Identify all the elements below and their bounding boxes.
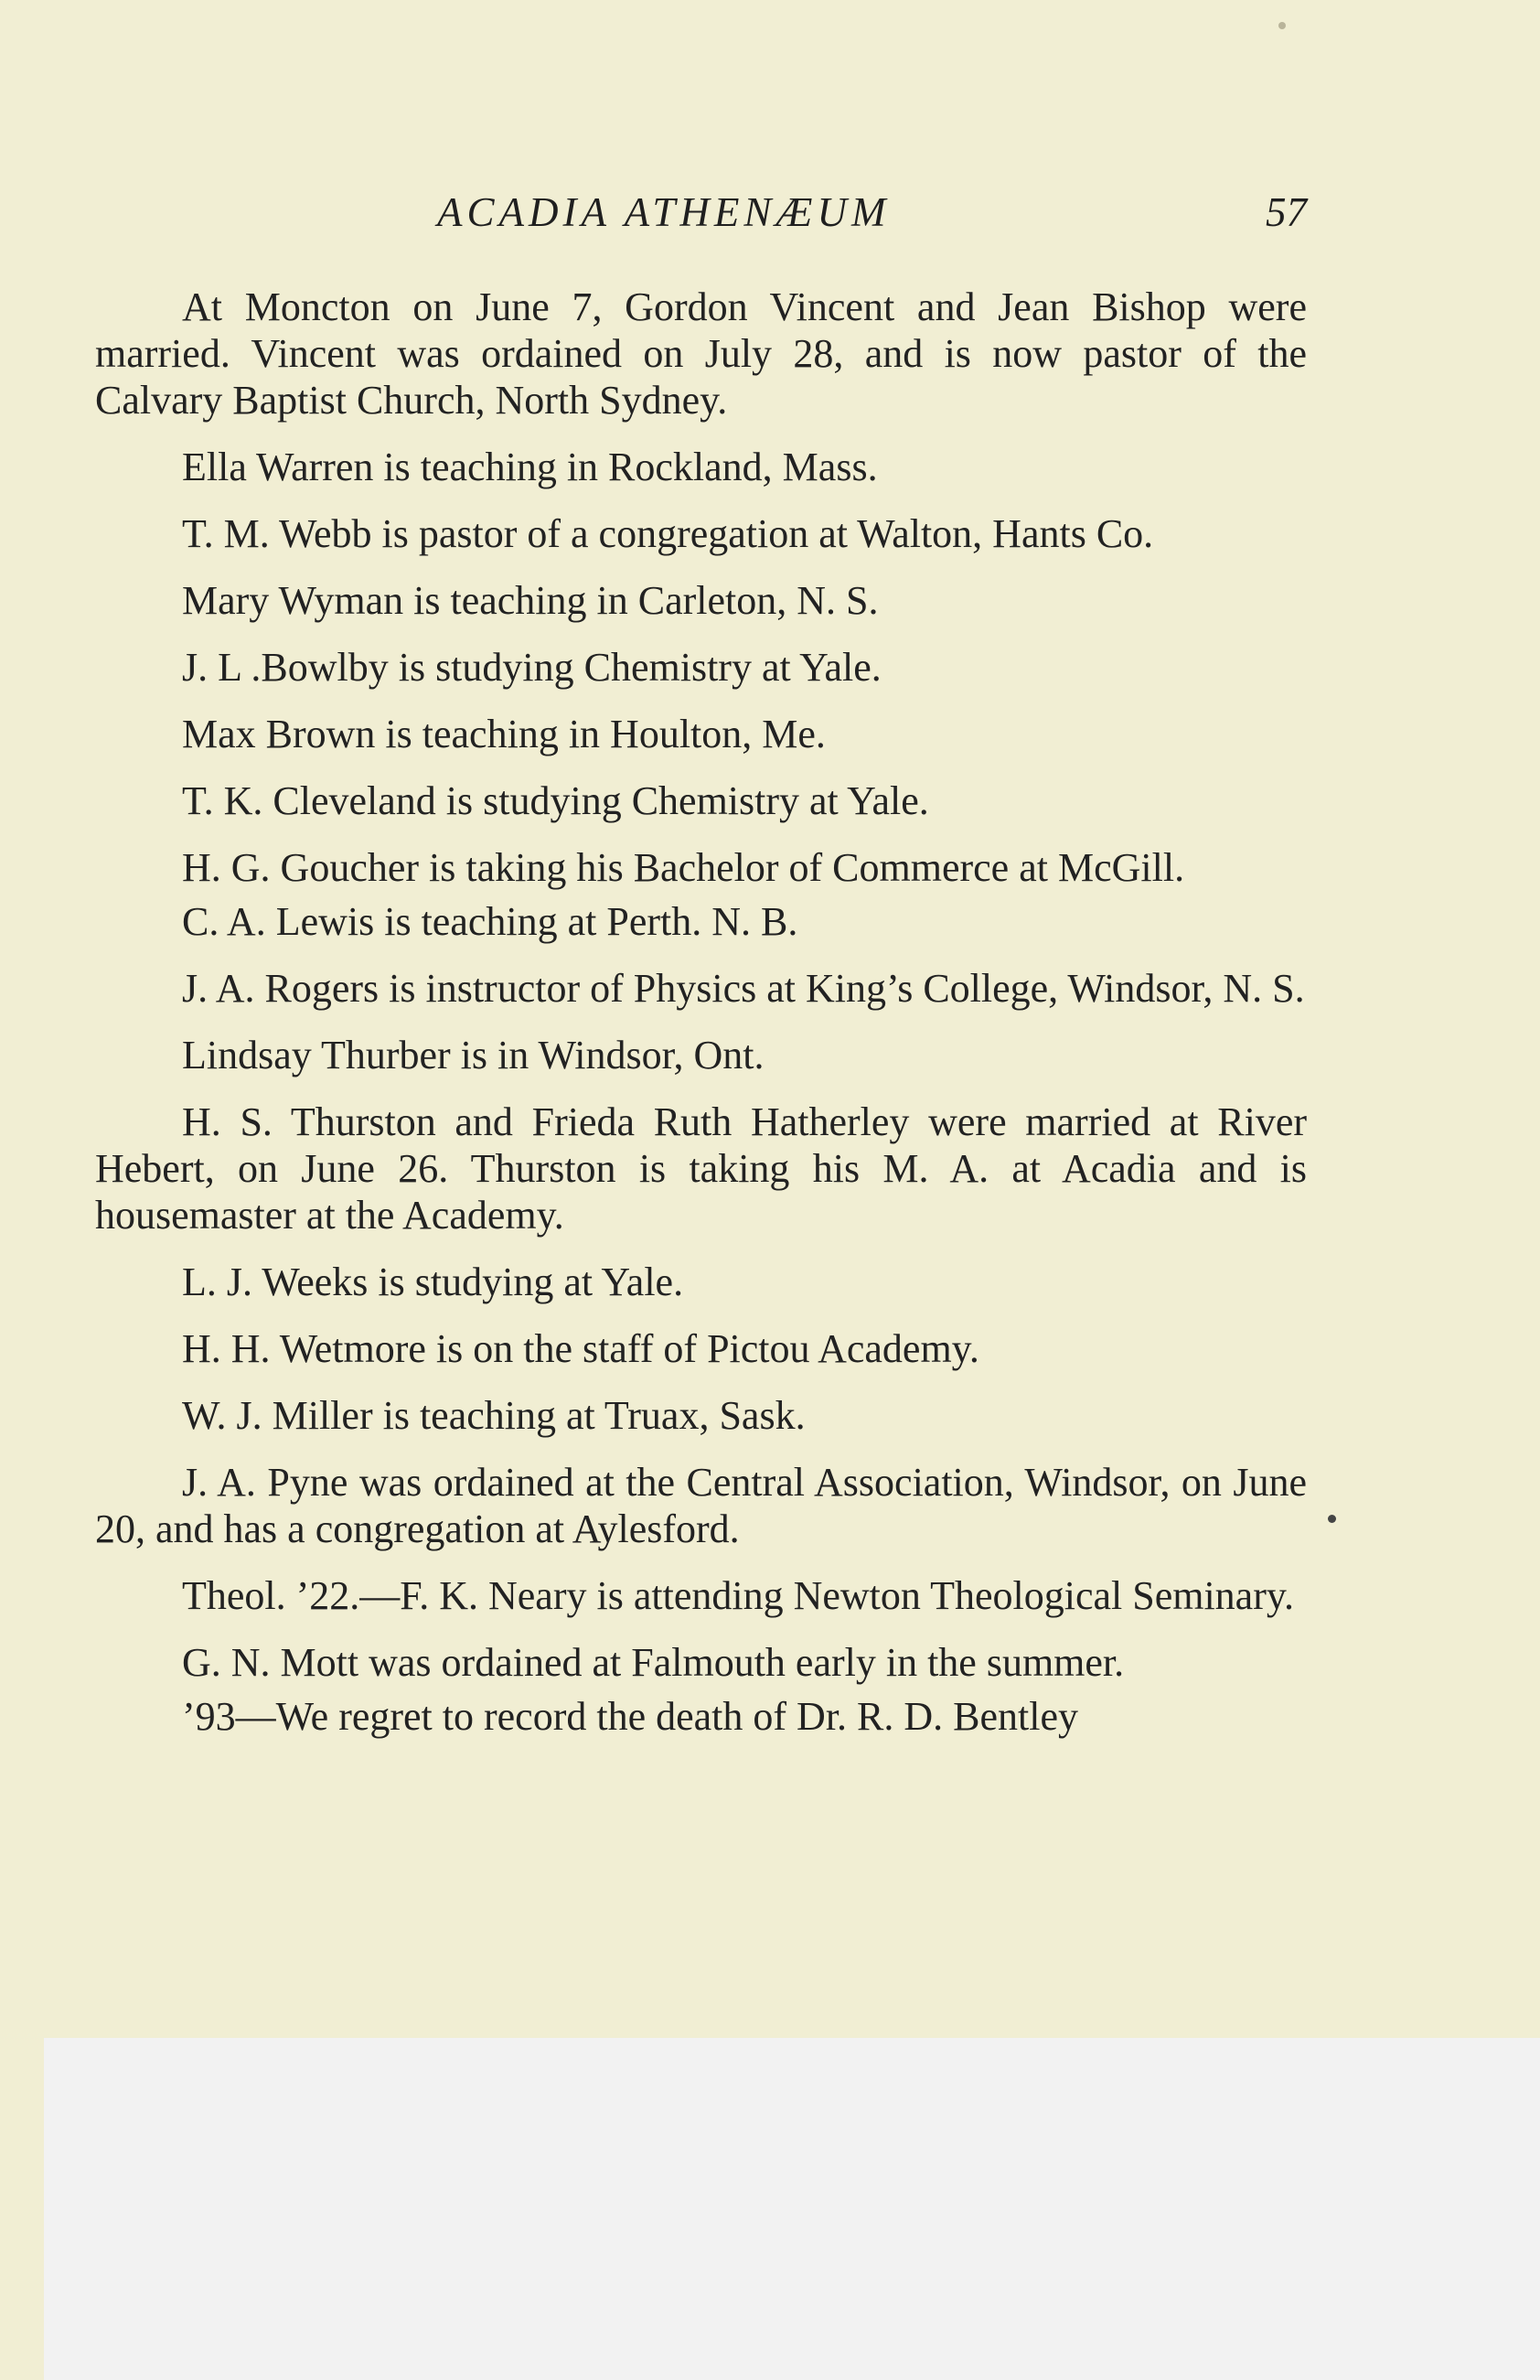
paragraph: W. J. Miller is teaching at Truax, Sask.: [182, 1393, 806, 1438]
corner-speck: [1278, 22, 1286, 29]
paragraph: T. K. Cleveland is studying Chemistry at Yale.: [182, 778, 929, 823]
paragraph: Ella Warren is teaching in Rockland, Mass.: [182, 445, 878, 489]
paragraph: H. H. Wetmore is on the staff of Pictou Academy.: [182, 1326, 979, 1371]
paragraph: H. G. Goucher is taking his Bachelor of Commerce at McGill.: [182, 845, 1185, 890]
paragraph: L. J. Weeks is studying at Yale.: [182, 1260, 684, 1304]
paragraph: H. S. Thurston and Frieda Ruth Hatherley were married at River Hebert, on June 26. Thurston is taking his M. A. at Acadia and is housemaster at the Academy.: [95, 1099, 1307, 1238]
paragraph: At Moncton on June 7, Gordon Vincent and Jean Bishop were married. Vincent was ordained on July 28, and is now pastor of the Calvary Baptist Church, North Sydney.: [95, 284, 1307, 423]
paragraph: Theol. ’22.—F. K. Neary is attending Newton Theological Seminary.: [182, 1573, 1294, 1618]
paragraph: Mary Wyman is teaching in Carleton, N. S.: [182, 578, 879, 623]
paragraph: C. A. Lewis is teaching at Perth. N. B.: [182, 899, 798, 944]
article-body: [95, 284, 1307, 1740]
running-title: ACADIA ATHENÆUM: [437, 189, 891, 235]
paragraph: G. N. Mott was ordained at Falmouth early in the summer.: [182, 1640, 1125, 1685]
page-header: [95, 188, 1307, 243]
paragraph: T. M. Webb is pastor of a congregation at Walton, Hants Co.: [182, 511, 1154, 556]
paragraph: J. A. Rogers is instructor of Physics at King’s College, Windsor, N. S.: [182, 966, 1305, 1011]
paragraph: ’93—We regret to record the death of Dr. R. D. Bentley: [182, 1694, 1079, 1739]
page-number: 57: [1266, 189, 1307, 235]
paragraph: Max Brown is teaching in Houlton, Me.: [182, 712, 826, 756]
paragraph: J. A. Pyne was ordained at the Central Association, Windsor, on June 20, and has a congregation at Aylesford.: [95, 1460, 1307, 1551]
paragraph: Lindsay Thurber is in Windsor, Ont.: [182, 1033, 765, 1077]
paragraph: J. L .Bowlby is studying Chemistry at Yale.: [182, 645, 882, 690]
margin-speck: [1328, 1515, 1336, 1523]
blank-scan-area: [44, 2038, 1540, 2380]
